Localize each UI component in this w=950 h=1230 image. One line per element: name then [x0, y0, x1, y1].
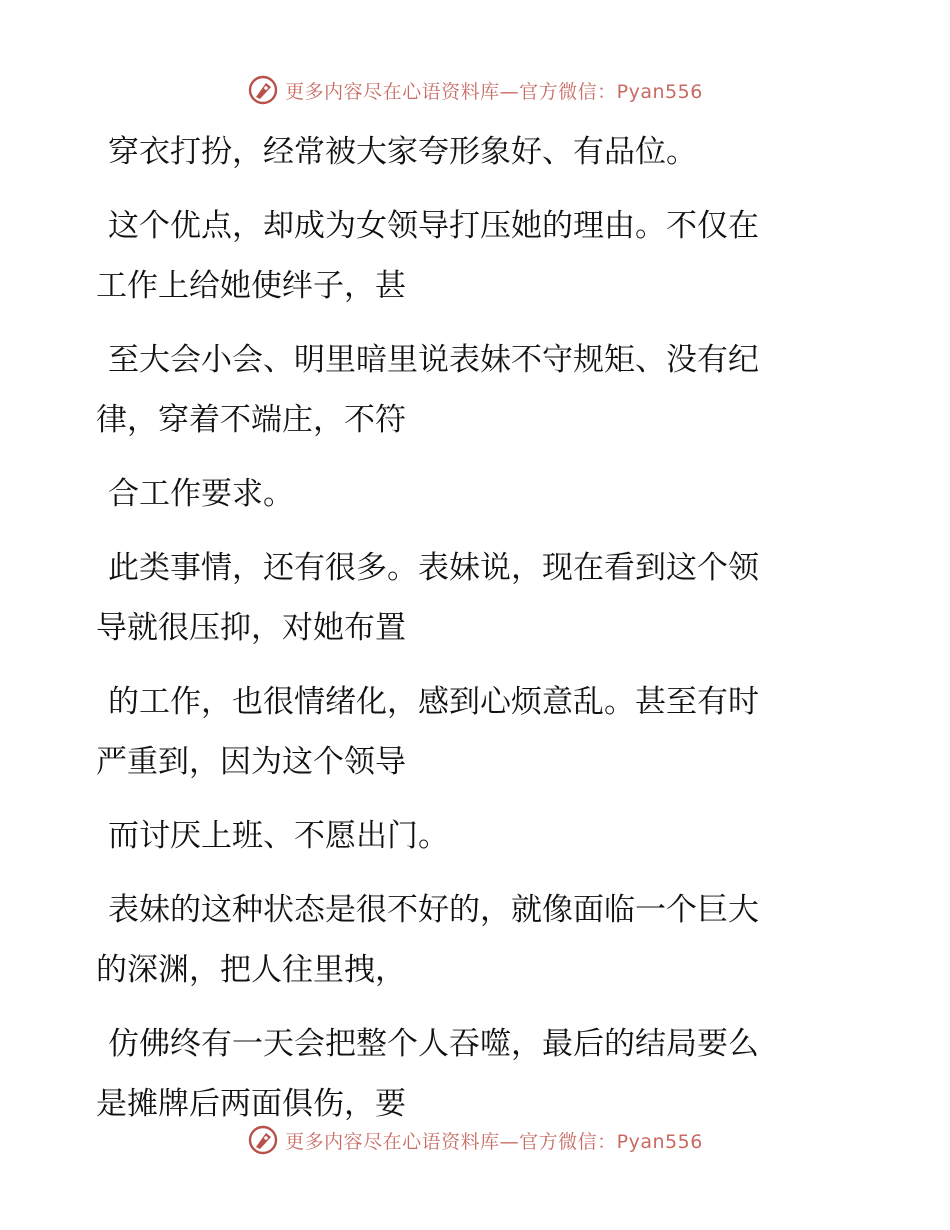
- text-line: 表妹的这种状态是很不好的，就像面临一个巨大: [108, 892, 759, 928]
- pen-nib-logo-icon: [247, 1124, 279, 1156]
- text-line: 穿衣打扮，经常被大家夸形象好、有品位。: [108, 134, 697, 170]
- text-line: 的深渊，把人往里拽，: [96, 952, 406, 988]
- text-line: 这个优点，却成为女领导打压她的理由。不仅在: [108, 208, 759, 244]
- paragraph: [96, 880, 836, 1000]
- text-line: 而讨厌上班、不愿出门。: [108, 818, 449, 854]
- footer-banner: [0, 1120, 950, 1160]
- text-line: 律，穿着不端庄，不符: [96, 402, 406, 438]
- text-line: 是摊牌后两面俱伤，要: [96, 1086, 406, 1122]
- paragraph: [96, 1014, 836, 1134]
- pen-nib-logo-icon: [247, 74, 279, 106]
- paragraph: [96, 330, 836, 450]
- header-text: 更多内容尽在心语资料库—官方微信：Pyan556: [285, 80, 703, 103]
- paragraph: [96, 196, 836, 316]
- paragraph: [96, 672, 836, 792]
- paragraph: [96, 464, 836, 524]
- document-body: [96, 122, 836, 1148]
- text-line: 此类事情，还有很多。表妹说，现在看到这个领: [108, 550, 759, 586]
- text-line: 至大会小会、明里暗里说表妹不守规矩、没有纪: [108, 342, 759, 378]
- footer-text: 更多内容尽在心语资料库—官方微信：Pyan556: [285, 1130, 703, 1153]
- paragraph: [96, 538, 836, 658]
- text-line: 导就很压抑，对她布置: [96, 610, 406, 646]
- text-line: 工作上给她使绊子，甚: [96, 268, 406, 304]
- header-banner: [0, 70, 950, 110]
- text-line: 合工作要求。: [108, 476, 294, 512]
- paragraph: [96, 122, 836, 182]
- text-line: 仿佛终有一天会把整个人吞噬，最后的结局要么: [108, 1026, 759, 1062]
- paragraph: [96, 806, 836, 866]
- text-line: 严重到，因为这个领导: [96, 744, 406, 780]
- text-line: 的工作，也很情绪化，感到心烦意乱。甚至有时: [108, 684, 759, 720]
